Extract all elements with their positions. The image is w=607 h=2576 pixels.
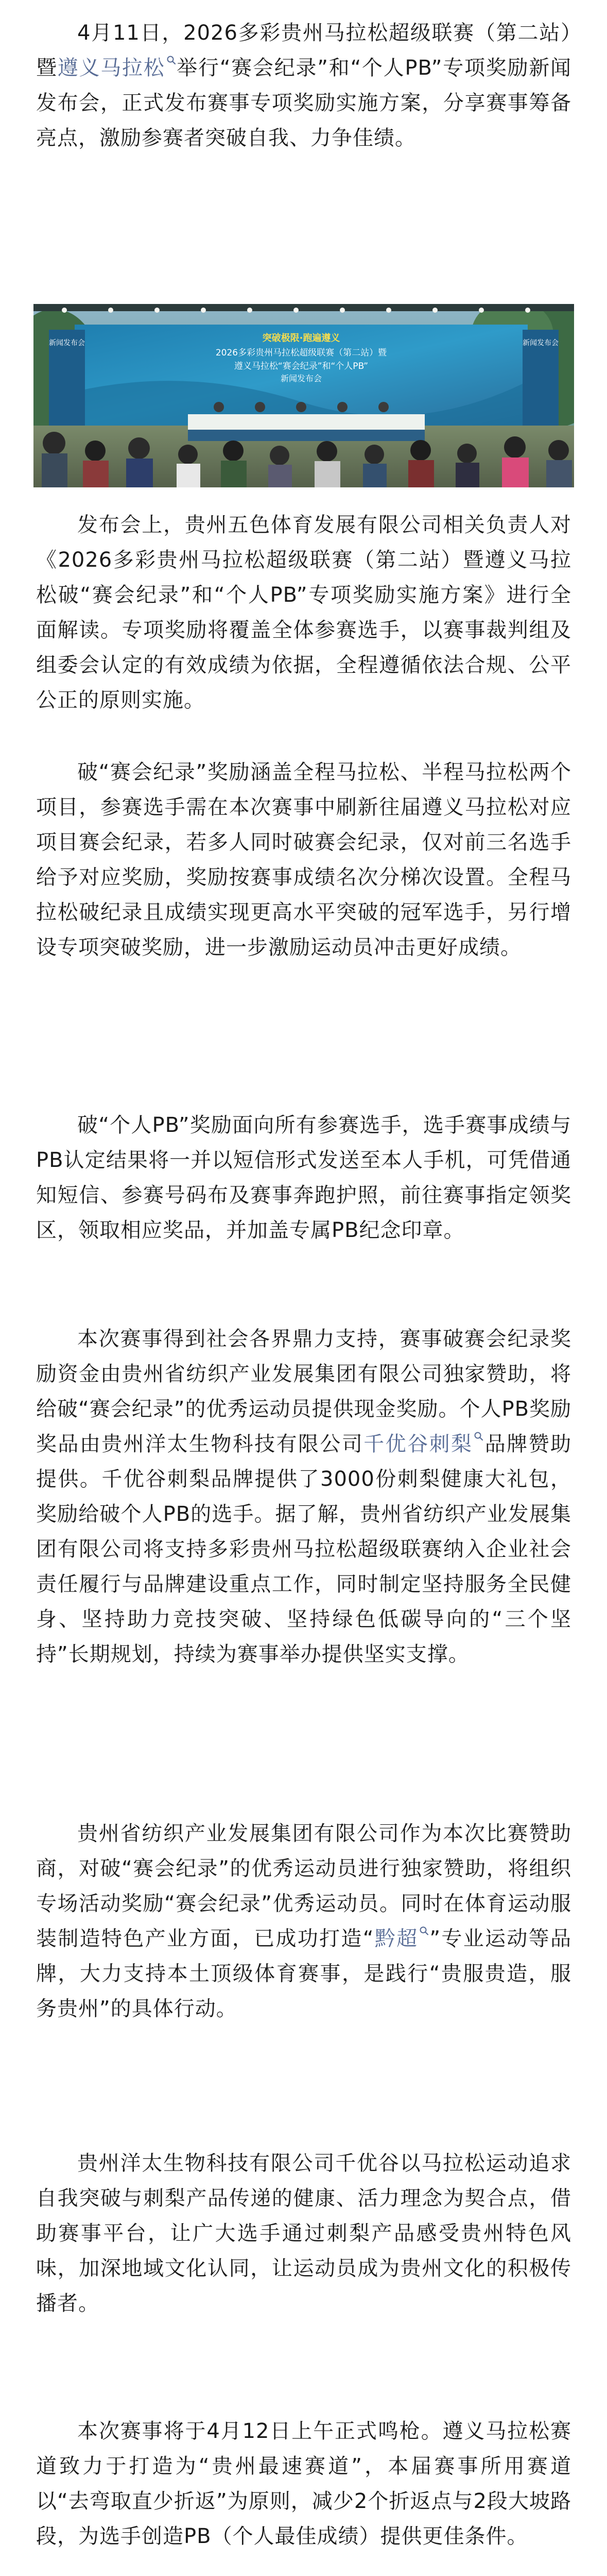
paragraph-announcement: 发布会上，贵州五色体育发展有限公司相关负责人对《2026多彩贵州马拉松超级联赛（第二站）暨遵义马拉松破“赛会纪录”和“个人PB”专项奖励实施方案》进行全面解读。专项奖励将覆盖全体参赛选手，以赛事裁判组及组委会认定的有效成绩为依据，全程遵循依法合规、公平公正的原则实施。 (36, 513, 571, 712)
sponsorship-text-after: 品牌赞助提供。千优谷刺梨品牌提供了3000份刺梨健康大礼包，奖励给破个人PB的选手。据了解，贵州省纺织产业发展集团有限公司将支持多彩贵州马拉松超级联赛纳入企业社会责任履行与品牌建设重点工作，同时制定坚持服务全民健身、坚持助力竞技突破、坚持绿色低碳导向的“三个坚持”长期规划，持续为赛事举办提供坚实支撑。 (36, 1432, 572, 1666)
banner-line-3: 新闻发布会 (280, 374, 322, 383)
search-icon (166, 55, 177, 65)
paragraph-qianyougu: 贵州洋太生物科技有限公司千优谷以马拉松运动追求自我突破与刺梨产品传递的健康、活力理念为契合点，借助赛事平台，让广大选手通过刺梨产品感受贵州特色风味，加深地域文化认同，让运动员成为贵州文化的积极传播者。 (36, 2151, 571, 2315)
side-banner-text-right: 新闻发布会 (523, 339, 559, 347)
paragraph-pb-award: 破“个人PB”奖励面向所有参赛选手，选手赛事成绩与PB认定结果将一并以短信形式发送至本人手机，可凭借通知短信、参赛号码布及赛事奔跑护照，前往赛事指定领奖区，领取相应奖品，并加盖专属PB纪念印章。 (36, 1113, 571, 1242)
textile-text-after: ”专业运动等品牌，大力支持本土顶级体育赛事，是践行“贵服贵造，服务贵州”的具体行动。 (36, 1927, 571, 2021)
sponsorship-text-before: 本次赛事得到社会各界鼎力支持，赛事破赛会纪录奖励资金由贵州省纺织产业发展集团有限公司独家赞助，将给破“赛会纪录”的优秀运动员提供现金奖励。个人PB奖励奖品由贵州洋太生物科技有限公司 (36, 1327, 572, 1456)
keyword-label: 千优谷刺梨 (363, 1432, 473, 1456)
textile-text-before: 贵州省纺织产业发展集团有限公司作为本次比赛赞助商，对破“赛会纪录”的优秀运动员进行独家赞助，将组织专场活动奖励“赛会纪录”优秀运动员。同时在体育运动服装制造特色产业方面，已成功打造“ (36, 1822, 571, 1951)
keyword-link-zunyi-marathon[interactable] (58, 56, 177, 80)
paragraph-race-start: 本次赛事将于4月12日上午正式鸣枪。遵义马拉松赛道致力于打造为“贵州最速赛道”，本届赛事所用赛道以“去弯取直少折返”为原则，减少2个折返点与2段大坡路段，为选手创造PB（个人最佳成绩）提供更佳条件。 (36, 2419, 571, 2548)
press-conference-photo (33, 304, 574, 487)
search-icon (419, 1926, 429, 1936)
paragraph-sponsorship (36, 1321, 571, 1672)
press-conference-scene (33, 304, 574, 487)
keyword-label: 遵义马拉松 (57, 56, 165, 80)
banner-line-1: 2026多彩贵州马拉松超级联赛（第二站）暨 (215, 348, 387, 358)
intro-text-before: 4月11日，2026多彩贵州马拉松超级联赛（第二站）暨 (36, 21, 571, 80)
paragraph-course-record-award: 破“赛会纪录”奖励涵盖全程马拉松、半程马拉松两个项目，参赛选手需在本次赛事中刷新往届遵义马拉松对应项目赛会纪录，若多人同时破赛会纪录，仅对前三名选手给予对应奖励，奖励按赛事成绩名次分梯次设置。全程马拉松破纪录且成绩实现更高水平突破的冠军选手，另行增设专项突破奖励，进一步激励运动员冲击更好成绩。 (36, 760, 571, 959)
paragraph-textile-group (36, 1816, 571, 2026)
paragraph-intro (36, 15, 571, 156)
keyword-label: 黔超 (374, 1927, 419, 1951)
search-icon (474, 1431, 484, 1442)
intro-text-after: 举行“赛会纪录”和“个人PB”专项奖励新闻发布会，正式发布赛事专项奖励实施方案，分享赛事筹备亮点，激励参赛者突破自我、力争佳绩。 (36, 56, 572, 150)
banner-brand: 突破极限·跑遍遵义 (262, 333, 340, 344)
side-banner-text: 新闻发布会 (49, 339, 85, 347)
banner-line-2: 遵义马拉松“赛会纪录”和“个人PB” (234, 361, 369, 371)
keyword-link-qianyougu[interactable] (363, 1432, 484, 1456)
keyword-link-qianchao[interactable] (374, 1927, 429, 1951)
